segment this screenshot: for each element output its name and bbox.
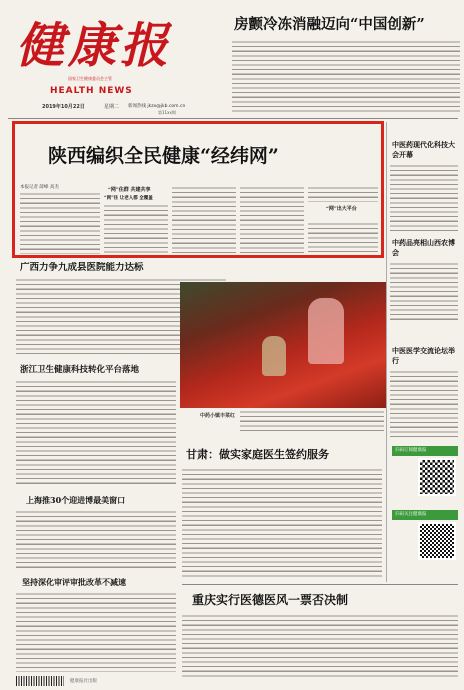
photo-figure-2 (262, 336, 286, 376)
headline-zhejiang: 浙江卫生健康科技转化平台落地 (20, 365, 140, 375)
sub-headline-2: “网”住 让老人都 全覆盖 (104, 196, 153, 201)
masthead-english: HEALTH NEWS (50, 86, 133, 96)
right-story-1-text (390, 164, 458, 232)
gansu-text (182, 468, 382, 578)
main-article-text-col5 (308, 186, 378, 202)
photo-caption-text (240, 410, 384, 432)
reform-text (16, 592, 176, 672)
qr-label-2: 扫码关注健康报 (392, 510, 458, 520)
right-headline-1: 中医药现代化科技大会开幕 (392, 140, 455, 159)
right-headline-2: 中药品亮相山西农博会 (392, 238, 455, 257)
column-divider (386, 122, 387, 582)
masthead-email: 新闻热线 jkzx@jkb.com.cn (128, 104, 186, 109)
right-headline-3: 中医医学交流论坛举行 (392, 346, 455, 365)
right-story-3-text (390, 370, 458, 440)
footer-barcode (16, 676, 64, 686)
masthead-issue: 第11xx期 (158, 110, 176, 115)
headline-guangxi: 广西力争九成县医院能力达标 (20, 262, 144, 273)
main-article-text-col6 (308, 222, 378, 254)
headline-reform: 坚持深化审评审批改革不减速 (22, 577, 126, 587)
headline-shanghai: 上海推30个迎进博最美窗口 (26, 495, 126, 505)
photo-caption-title: 中药小镇丰菜红 (200, 413, 236, 419)
sub-headline-right: “网”出大平台 (326, 206, 357, 212)
qr-label-1: 扫码订阅健康报 (392, 446, 458, 456)
headline-chongqing: 重庆实行医德医风一票否决制 (192, 593, 349, 607)
main-article-text-col3 (172, 186, 236, 254)
sub-headline-1: “网”住群 共建共享 (108, 187, 151, 193)
main-headline: 陕西编织全民健康“经纬网” (48, 145, 279, 167)
main-article-text-col1 (20, 192, 100, 254)
main-article-text-col2 (104, 204, 168, 254)
byline: 本报记者 薛峰 高杰 (20, 185, 59, 190)
headline-top-right: 房颤冷冻消融迈向“中国创新” (234, 16, 425, 33)
shanghai-text (16, 510, 176, 570)
zhejiang-text (16, 380, 176, 486)
masthead-weekday: 星期二 (104, 104, 120, 110)
divider (8, 118, 458, 119)
right-story-2-text (390, 262, 458, 322)
photo-red-peppers (180, 282, 386, 408)
masthead (8, 6, 218, 116)
chongqing-text (182, 614, 458, 680)
top-right-article-text (232, 40, 460, 114)
photo-figure-1 (308, 298, 344, 364)
masthead-logo: 健康报 (16, 18, 173, 74)
masthead-slogan: 国家卫生健康委员会主管 (68, 76, 112, 81)
footer-text: 健康报社出版 (70, 679, 97, 684)
headline-gansu: 甘肃：做实家庭医生签约服务 (186, 448, 329, 461)
qr-code-1 (418, 458, 456, 496)
divider-bottom (182, 584, 458, 585)
main-article-text-col4 (240, 186, 304, 254)
masthead-date: 2019年10月22日 (42, 104, 85, 110)
qr-code-2 (418, 522, 456, 560)
